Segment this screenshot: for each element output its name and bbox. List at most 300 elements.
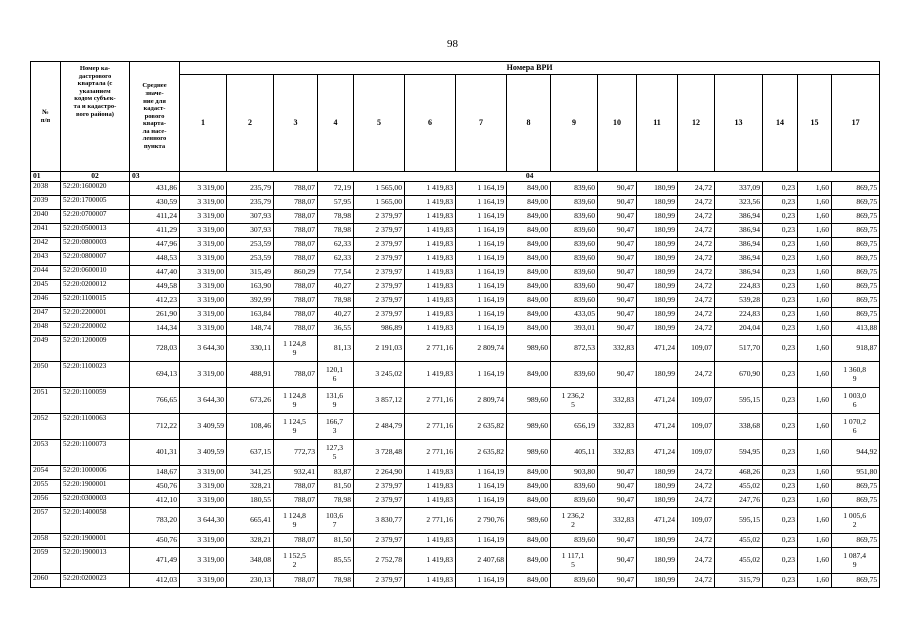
vri-value-3: 860,29 <box>274 266 318 280</box>
table-row <box>31 294 880 308</box>
vri-value-3: 788,07 <box>274 294 318 308</box>
vri-value-14: 0,23 <box>763 466 798 480</box>
vri-value-6: 1 419,83 <box>405 494 456 508</box>
vri-value-4: 120,1 6 <box>318 362 354 388</box>
header-vri-14: 14 <box>763 75 798 172</box>
quarter-code: 52:20:1600020 <box>61 182 130 196</box>
vri-value-1: 3 319,00 <box>180 210 227 224</box>
vri-value-4: 81,13 <box>318 336 354 362</box>
vri-value-15: 1,60 <box>798 238 832 252</box>
vri-value-5: 3 245,02 <box>354 362 405 388</box>
vri-value-13: 594,95 <box>715 440 763 466</box>
vri-value-6: 1 419,83 <box>405 534 456 548</box>
vri-value-6: 2 771,16 <box>405 388 456 414</box>
vri-value-15: 1,60 <box>798 440 832 466</box>
vri-value-17: 1 070,2 6 <box>832 414 880 440</box>
vri-value-12: 24,72 <box>678 494 715 508</box>
vri-value-7: 2 809,74 <box>456 388 507 414</box>
header-vri-2: 2 <box>227 75 274 172</box>
vri-value-13: 204,04 <box>715 322 763 336</box>
header-vri-10: 10 <box>598 75 637 172</box>
vri-value-6: 1 419,83 <box>405 224 456 238</box>
vri-value-9: 1 236,2 2 <box>551 508 598 534</box>
quarter-code: 52:20:2200001 <box>61 308 130 322</box>
vri-value-12: 24,72 <box>678 480 715 494</box>
vri-value-17: 413,88 <box>832 322 880 336</box>
vri-value-1: 3 319,00 <box>180 196 227 210</box>
vri-value-4: 36,55 <box>318 322 354 336</box>
vri-value-11: 180,99 <box>637 224 678 238</box>
vri-value-17: 1 087,4 9 <box>832 548 880 574</box>
vri-value-11: 180,99 <box>637 210 678 224</box>
vri-value-10: 332,83 <box>598 388 637 414</box>
vri-value-5: 3 857,12 <box>354 388 405 414</box>
vri-value-2: 328,21 <box>227 534 274 548</box>
vri-value-17: 1 003,0 6 <box>832 388 880 414</box>
vri-value-12: 24,72 <box>678 322 715 336</box>
vri-value-6: 1 419,83 <box>405 196 456 210</box>
vri-value-10: 90,47 <box>598 252 637 266</box>
vri-value-11: 180,99 <box>637 480 678 494</box>
table-row <box>31 182 880 196</box>
vri-value-12: 24,72 <box>678 252 715 266</box>
vri-value-17: 869,75 <box>832 280 880 294</box>
header-vri-1: 1 <box>180 75 227 172</box>
vri-value-13: 338,68 <box>715 414 763 440</box>
average-value: 448,53 <box>130 252 180 266</box>
vri-value-1: 3 644,30 <box>180 508 227 534</box>
vri-value-7: 1 164,19 <box>456 480 507 494</box>
vri-value-7: 1 164,19 <box>456 266 507 280</box>
vri-value-17: 869,75 <box>832 494 880 508</box>
header-vri-title: Номера ВРИ <box>180 62 880 75</box>
vri-value-14: 0,23 <box>763 548 798 574</box>
vri-value-10: 90,47 <box>598 238 637 252</box>
table-row <box>31 414 880 440</box>
vri-value-10: 90,47 <box>598 480 637 494</box>
header-vri-7: 7 <box>456 75 507 172</box>
vri-value-9: 839,60 <box>551 238 598 252</box>
vri-value-5: 2 379,97 <box>354 294 405 308</box>
row-number: 2060 <box>31 574 61 588</box>
quarter-code: 52:20:1100015 <box>61 294 130 308</box>
vri-value-12: 24,72 <box>678 280 715 294</box>
table-row <box>31 266 880 280</box>
vri-value-8: 849,00 <box>507 196 551 210</box>
vri-value-14: 0,23 <box>763 308 798 322</box>
vri-value-6: 1 419,83 <box>405 322 456 336</box>
vri-value-7: 1 164,19 <box>456 308 507 322</box>
vri-value-11: 180,99 <box>637 548 678 574</box>
vri-value-6: 1 419,83 <box>405 252 456 266</box>
vri-value-15: 1,60 <box>798 322 832 336</box>
vri-value-13: 247,76 <box>715 494 763 508</box>
vri-value-4: 78,98 <box>318 574 354 588</box>
vri-value-3: 1 124,5 9 <box>274 414 318 440</box>
vri-value-6: 1 419,83 <box>405 308 456 322</box>
vri-value-1: 3 319,00 <box>180 252 227 266</box>
vri-value-1: 3 319,00 <box>180 182 227 196</box>
vri-value-7: 2 635,82 <box>456 414 507 440</box>
vri-value-12: 24,72 <box>678 266 715 280</box>
vri-value-14: 0,23 <box>763 480 798 494</box>
vri-value-11: 471,24 <box>637 336 678 362</box>
vri-value-13: 595,15 <box>715 508 763 534</box>
vri-value-10: 90,47 <box>598 362 637 388</box>
table-row <box>31 322 880 336</box>
vri-value-14: 0,23 <box>763 266 798 280</box>
vri-value-10: 90,47 <box>598 494 637 508</box>
quarter-code: 52:20:1100063 <box>61 414 130 440</box>
vri-value-6: 2 771,16 <box>405 414 456 440</box>
vri-value-15: 1,60 <box>798 196 832 210</box>
vri-value-10: 90,47 <box>598 182 637 196</box>
vri-value-12: 109,07 <box>678 508 715 534</box>
vri-value-9: 839,60 <box>551 480 598 494</box>
vri-value-3: 788,07 <box>274 494 318 508</box>
vri-value-12: 109,07 <box>678 336 715 362</box>
quarter-code: 52:20:1900001 <box>61 480 130 494</box>
row-number: 2046 <box>31 294 61 308</box>
row-number: 2054 <box>31 466 61 480</box>
vri-value-3: 1 152,5 2 <box>274 548 318 574</box>
quarter-code: 52:20:1100073 <box>61 440 130 466</box>
vri-value-15: 1,60 <box>798 294 832 308</box>
vri-value-2: 235,79 <box>227 182 274 196</box>
vri-value-17: 869,75 <box>832 480 880 494</box>
vri-value-5: 2 379,97 <box>354 574 405 588</box>
vri-value-1: 3 319,00 <box>180 308 227 322</box>
vri-value-6: 2 771,16 <box>405 336 456 362</box>
vri-value-14: 0,23 <box>763 182 798 196</box>
vri-value-11: 180,99 <box>637 196 678 210</box>
vri-value-11: 180,99 <box>637 280 678 294</box>
vri-value-7: 1 164,19 <box>456 322 507 336</box>
header-vri-15: 15 <box>798 75 832 172</box>
average-value: 261,90 <box>130 308 180 322</box>
row-number: 2040 <box>31 210 61 224</box>
vri-value-10: 90,47 <box>598 196 637 210</box>
vri-value-4: 78,98 <box>318 210 354 224</box>
vri-value-1: 3 409,59 <box>180 440 227 466</box>
vri-value-17: 869,75 <box>832 252 880 266</box>
header-vri-4: 4 <box>318 75 354 172</box>
quarter-code: 52:20:1000006 <box>61 466 130 480</box>
vri-value-2: 230,13 <box>227 574 274 588</box>
vri-value-7: 2 790,76 <box>456 508 507 534</box>
header-vri-13: 13 <box>715 75 763 172</box>
quarter-code: 52:20:1400058 <box>61 508 130 534</box>
vri-value-13: 337,09 <box>715 182 763 196</box>
vri-value-4: 81,50 <box>318 534 354 548</box>
row-number: 2044 <box>31 266 61 280</box>
vri-value-5: 2 379,97 <box>354 238 405 252</box>
vri-value-6: 1 419,83 <box>405 210 456 224</box>
vri-value-1: 3 319,00 <box>180 280 227 294</box>
quarter-code: 52:20:1900001 <box>61 534 130 548</box>
vri-value-12: 24,72 <box>678 466 715 480</box>
row-number: 2052 <box>31 414 61 440</box>
average-value: 430,59 <box>130 196 180 210</box>
vri-value-3: 788,07 <box>274 196 318 210</box>
vri-value-12: 24,72 <box>678 182 715 196</box>
vri-value-1: 3 319,00 <box>180 548 227 574</box>
vri-value-5: 3 830,77 <box>354 508 405 534</box>
vri-value-12: 24,72 <box>678 574 715 588</box>
vri-value-10: 90,47 <box>598 548 637 574</box>
vri-value-3: 788,07 <box>274 280 318 294</box>
row-number: 2048 <box>31 322 61 336</box>
average-value: 447,96 <box>130 238 180 252</box>
vri-value-10: 90,47 <box>598 574 637 588</box>
vri-value-2: 637,15 <box>227 440 274 466</box>
vri-value-5: 2 379,97 <box>354 308 405 322</box>
vri-value-12: 24,72 <box>678 294 715 308</box>
average-value: 401,31 <box>130 440 180 466</box>
vri-value-13: 224,83 <box>715 308 763 322</box>
vri-value-11: 180,99 <box>637 494 678 508</box>
average-value: 694,13 <box>130 362 180 388</box>
vri-value-6: 2 771,16 <box>405 508 456 534</box>
vri-value-4: 78,98 <box>318 294 354 308</box>
vri-value-9: 839,60 <box>551 574 598 588</box>
vri-value-17: 869,75 <box>832 196 880 210</box>
header-vri-6: 6 <box>405 75 456 172</box>
vri-value-8: 989,60 <box>507 440 551 466</box>
vri-value-1: 3 409,59 <box>180 414 227 440</box>
quarter-code: 52:20:0500013 <box>61 224 130 238</box>
vri-value-14: 0,23 <box>763 508 798 534</box>
vri-value-2: 163,84 <box>227 308 274 322</box>
vri-value-9: 839,60 <box>551 534 598 548</box>
vri-value-8: 849,00 <box>507 534 551 548</box>
quarter-code: 52:20:2200002 <box>61 322 130 336</box>
header-vri-12: 12 <box>678 75 715 172</box>
vri-value-3: 788,07 <box>274 210 318 224</box>
vri-value-8: 849,00 <box>507 548 551 574</box>
vri-value-14: 0,23 <box>763 362 798 388</box>
average-value: 411,29 <box>130 224 180 238</box>
quarter-code: 52:20:0200012 <box>61 280 130 294</box>
vri-value-4: 72,19 <box>318 182 354 196</box>
vri-value-17: 869,75 <box>832 294 880 308</box>
vri-value-17: 869,75 <box>832 574 880 588</box>
vri-value-9: 1 236,2 5 <box>551 388 598 414</box>
vri-value-4: 83,87 <box>318 466 354 480</box>
header-vri-11: 11 <box>637 75 678 172</box>
table-row <box>31 252 880 266</box>
vri-value-17: 944,92 <box>832 440 880 466</box>
vri-value-8: 849,00 <box>507 322 551 336</box>
vri-value-5: 3 728,48 <box>354 440 405 466</box>
vri-value-15: 1,60 <box>798 252 832 266</box>
vri-value-4: 77,54 <box>318 266 354 280</box>
vri-value-4: 78,98 <box>318 494 354 508</box>
vri-value-9: 839,60 <box>551 252 598 266</box>
vri-value-9: 839,60 <box>551 182 598 196</box>
vri-value-15: 1,60 <box>798 210 832 224</box>
vri-value-8: 849,00 <box>507 480 551 494</box>
row-number: 2039 <box>31 196 61 210</box>
row-number: 2041 <box>31 224 61 238</box>
average-value: 450,76 <box>130 480 180 494</box>
vri-value-8: 989,60 <box>507 388 551 414</box>
vri-value-10: 90,47 <box>598 308 637 322</box>
table-row <box>31 210 880 224</box>
quarter-code: 52:20:0300003 <box>61 494 130 508</box>
vri-value-4: 40,27 <box>318 308 354 322</box>
quarter-code: 52:20:0600010 <box>61 266 130 280</box>
vri-value-14: 0,23 <box>763 196 798 210</box>
vri-value-1: 3 319,00 <box>180 294 227 308</box>
vri-value-12: 24,72 <box>678 308 715 322</box>
vri-value-2: 148,74 <box>227 322 274 336</box>
table-row <box>31 362 880 388</box>
row-number: 2053 <box>31 440 61 466</box>
vri-value-3: 788,07 <box>274 362 318 388</box>
average-value: 712,22 <box>130 414 180 440</box>
table-row <box>31 388 880 414</box>
vri-value-9: 903,80 <box>551 466 598 480</box>
average-value: 412,23 <box>130 294 180 308</box>
row-number: 2057 <box>31 508 61 534</box>
vri-value-11: 180,99 <box>637 534 678 548</box>
vri-value-1: 3 319,00 <box>180 362 227 388</box>
vri-value-5: 2 191,03 <box>354 336 405 362</box>
vri-value-11: 180,99 <box>637 294 678 308</box>
vri-value-12: 24,72 <box>678 224 715 238</box>
average-value: 412,10 <box>130 494 180 508</box>
table-row <box>31 238 880 252</box>
vri-value-3: 932,41 <box>274 466 318 480</box>
vri-value-9: 656,19 <box>551 414 598 440</box>
vri-value-10: 332,83 <box>598 440 637 466</box>
vri-value-5: 2 379,97 <box>354 210 405 224</box>
table-row <box>31 280 880 294</box>
cadastral-value-table <box>30 61 880 588</box>
vri-value-3: 772,73 <box>274 440 318 466</box>
vri-value-11: 471,24 <box>637 508 678 534</box>
vri-value-2: 341,25 <box>227 466 274 480</box>
vri-value-7: 1 164,19 <box>456 252 507 266</box>
vri-value-9: 433,05 <box>551 308 598 322</box>
vri-value-14: 0,23 <box>763 238 798 252</box>
vri-value-11: 471,24 <box>637 414 678 440</box>
vri-value-17: 869,75 <box>832 210 880 224</box>
vri-value-1: 3 319,00 <box>180 266 227 280</box>
vri-value-12: 24,72 <box>678 362 715 388</box>
vri-value-9: 839,60 <box>551 266 598 280</box>
vri-value-7: 1 164,19 <box>456 362 507 388</box>
vri-value-14: 0,23 <box>763 280 798 294</box>
vri-value-11: 180,99 <box>637 574 678 588</box>
vri-value-2: 665,41 <box>227 508 274 534</box>
vri-value-3: 1 124,8 9 <box>274 388 318 414</box>
vri-value-5: 1 565,00 <box>354 196 405 210</box>
vri-value-17: 869,75 <box>832 224 880 238</box>
vri-value-7: 2 635,82 <box>456 440 507 466</box>
vri-value-13: 539,28 <box>715 294 763 308</box>
code-03: 03 <box>130 172 180 182</box>
vri-value-7: 1 164,19 <box>456 574 507 588</box>
average-value: 412,03 <box>130 574 180 588</box>
table-row <box>31 574 880 588</box>
vri-value-11: 180,99 <box>637 252 678 266</box>
vri-value-14: 0,23 <box>763 440 798 466</box>
average-value: 144,34 <box>130 322 180 336</box>
vri-value-5: 2 379,97 <box>354 280 405 294</box>
table-row <box>31 508 880 534</box>
vri-value-6: 1 419,83 <box>405 466 456 480</box>
vri-value-8: 849,00 <box>507 224 551 238</box>
vri-value-4: 40,27 <box>318 280 354 294</box>
vri-value-8: 849,00 <box>507 466 551 480</box>
vri-value-7: 1 164,19 <box>456 238 507 252</box>
vri-value-4: 127,3 5 <box>318 440 354 466</box>
vri-value-3: 788,07 <box>274 252 318 266</box>
vri-value-9: 839,60 <box>551 494 598 508</box>
vri-value-5: 2 379,97 <box>354 224 405 238</box>
vri-value-15: 1,60 <box>798 534 832 548</box>
vri-value-17: 869,75 <box>832 534 880 548</box>
vri-value-8: 849,00 <box>507 574 551 588</box>
vri-value-9: 839,60 <box>551 280 598 294</box>
vri-value-6: 1 419,83 <box>405 280 456 294</box>
vri-value-13: 386,94 <box>715 224 763 238</box>
average-value: 148,67 <box>130 466 180 480</box>
vri-value-8: 849,00 <box>507 294 551 308</box>
code-02: 02 <box>61 172 130 182</box>
vri-value-2: 108,46 <box>227 414 274 440</box>
row-number: 2058 <box>31 534 61 548</box>
vri-value-2: 307,93 <box>227 224 274 238</box>
vri-value-14: 0,23 <box>763 388 798 414</box>
vri-value-1: 3 319,00 <box>180 224 227 238</box>
vri-value-9: 1 117,1 5 <box>551 548 598 574</box>
table-row <box>31 548 880 574</box>
vri-value-6: 1 419,83 <box>405 480 456 494</box>
vri-value-13: 323,56 <box>715 196 763 210</box>
vri-value-2: 253,59 <box>227 252 274 266</box>
vri-value-8: 849,00 <box>507 252 551 266</box>
vri-value-12: 109,07 <box>678 414 715 440</box>
vri-value-2: 307,93 <box>227 210 274 224</box>
vri-value-7: 1 164,19 <box>456 196 507 210</box>
vri-value-13: 455,02 <box>715 480 763 494</box>
vri-value-2: 163,90 <box>227 280 274 294</box>
quarter-code: 52:20:0200023 <box>61 574 130 588</box>
row-number: 2038 <box>31 182 61 196</box>
average-value: 449,58 <box>130 280 180 294</box>
vri-value-15: 1,60 <box>798 494 832 508</box>
vri-value-13: 517,70 <box>715 336 763 362</box>
vri-value-4: 131,6 9 <box>318 388 354 414</box>
table-row <box>31 494 880 508</box>
vri-value-3: 788,07 <box>274 322 318 336</box>
average-value: 783,20 <box>130 508 180 534</box>
vri-value-5: 2 379,97 <box>354 480 405 494</box>
average-value: 447,40 <box>130 266 180 280</box>
row-number: 2050 <box>31 362 61 388</box>
vri-value-12: 109,07 <box>678 440 715 466</box>
vri-value-17: 918,87 <box>832 336 880 362</box>
vri-value-5: 2 264,90 <box>354 466 405 480</box>
vri-value-7: 1 164,19 <box>456 210 507 224</box>
vri-value-9: 872,53 <box>551 336 598 362</box>
vri-value-2: 330,11 <box>227 336 274 362</box>
table-row <box>31 440 880 466</box>
vri-value-4: 62,33 <box>318 252 354 266</box>
